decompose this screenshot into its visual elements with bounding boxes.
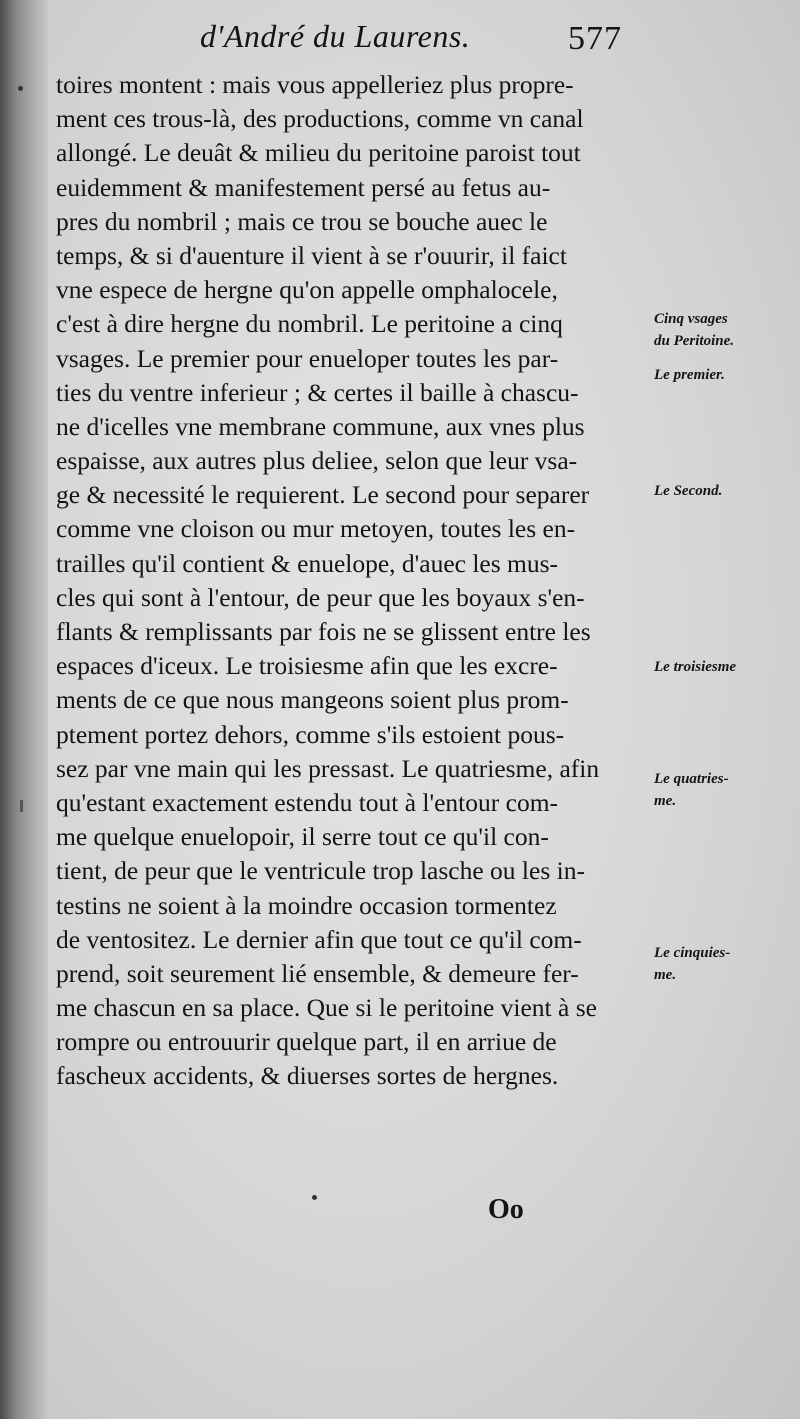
margin-note-line: Le cinquies- — [654, 945, 731, 961]
margin-note-line: Le premier. — [654, 367, 725, 383]
text-line: vsages. Le premier pour enueloper toutes les par- — [56, 343, 559, 373]
margin-note-troisiesme — [654, 656, 794, 678]
text-line: prend, soit seurement lié ensemble, & demeure fer- — [56, 958, 579, 988]
text-line: euidemment & manifestement persé au fetus au- — [56, 172, 551, 202]
text-line: toires montent : mais vous appelleriez plus propre- — [56, 70, 574, 99]
text-line: ments de ce que nous mangeons soient plus prom- — [56, 685, 569, 715]
margin-note-line: du Peritoine. — [654, 333, 735, 349]
text-line: de ventositez. Le dernier afin que tout ce qu'il com- — [56, 924, 582, 954]
body-text — [56, 68, 656, 1094]
text-line: tient, de peur que le ventricule trop lasche ou les in- — [56, 856, 585, 886]
text-line: testins ne soient à la moindre occasion tormentez — [56, 890, 557, 920]
margin-note-line: Le quatries- — [654, 771, 729, 787]
text-line: ptement portez dehors, comme s'ils estoient pous- — [56, 719, 565, 749]
margin-note-cinq-vsages — [654, 308, 794, 352]
page-gutter-shadow — [0, 0, 48, 1419]
ink-speck — [312, 1195, 317, 1200]
text-line: trailles qu'il contient & enuelope, d'auec les mus- — [56, 548, 559, 578]
text-line: ties du ventre inferieur ; & certes il baille à chascu- — [56, 377, 579, 407]
margin-note-line: me. — [654, 793, 677, 809]
signature-mark: Oo — [488, 1194, 524, 1225]
text-line: ne d'icelles vne membrane commune, aux vnes plus — [56, 411, 585, 441]
text-line: flants & remplissants par fois ne se glissent entre les — [56, 617, 591, 646]
text-line: temps, & si d'auenture il vient à se r'ouurir, il faict — [56, 240, 567, 270]
text-line: me quelque enuelopoir, il serre tout ce qu'il con- — [56, 822, 549, 852]
margin-note-premier — [654, 364, 794, 386]
text-line: me chascun en sa place. Que si le peritoine vient à se — [56, 993, 597, 1023]
margin-note-line: Cinq vsages — [654, 311, 728, 327]
text-line: cles qui sont à l'entour, de peur que les boyaux s'en- — [56, 582, 585, 612]
text-line: pres du nombril ; mais ce trou se bouche auec le — [56, 206, 548, 236]
text-line: rompre ou entrouurir quelque part, il en arriue de — [56, 1027, 557, 1057]
text-line: ge & necessité le requierent. Le second pour separer — [56, 480, 590, 510]
text-line: fascheux accidents, & diuerses sortes de hergnes. — [56, 1061, 559, 1091]
ink-speck — [18, 86, 23, 91]
margin-note-line: me. — [654, 967, 677, 983]
margin-note-line: Le Second. — [654, 483, 723, 499]
margin-note-cinquiesme — [654, 942, 794, 986]
text-line: qu'estant exactement estendu tout à l'entour com- — [56, 787, 559, 817]
text-line: ment ces trous-là, des productions, comme vn canal — [56, 104, 584, 134]
margin-note-second — [654, 480, 794, 502]
text-line: c'est à dire hergne du nombril. Le peritoine a cinq — [56, 309, 563, 339]
text-line: sez par vne main qui les pressast. Le quatriesme, afin — [56, 753, 600, 783]
ink-speck — [20, 800, 23, 812]
text-line: comme vne cloison ou mur metoyen, toutes les en- — [56, 514, 576, 544]
running-head: d'André du Laurens. — [200, 18, 471, 54]
text-line: allongé. Le deuât & milieu du peritoine paroist tout — [56, 138, 581, 168]
page-number: 577 — [568, 20, 622, 57]
margin-note-quatriesme — [654, 768, 794, 812]
text-line: vne espece de hergne qu'on appelle omphalocele, — [56, 275, 558, 305]
text-line: espaces d'iceux. Le troisiesme afin que les excre- — [56, 651, 558, 681]
text-line: espaisse, aux autres plus deliee, selon que leur vsa- — [56, 446, 578, 476]
margin-note-line: Le troisiesme — [654, 659, 737, 675]
